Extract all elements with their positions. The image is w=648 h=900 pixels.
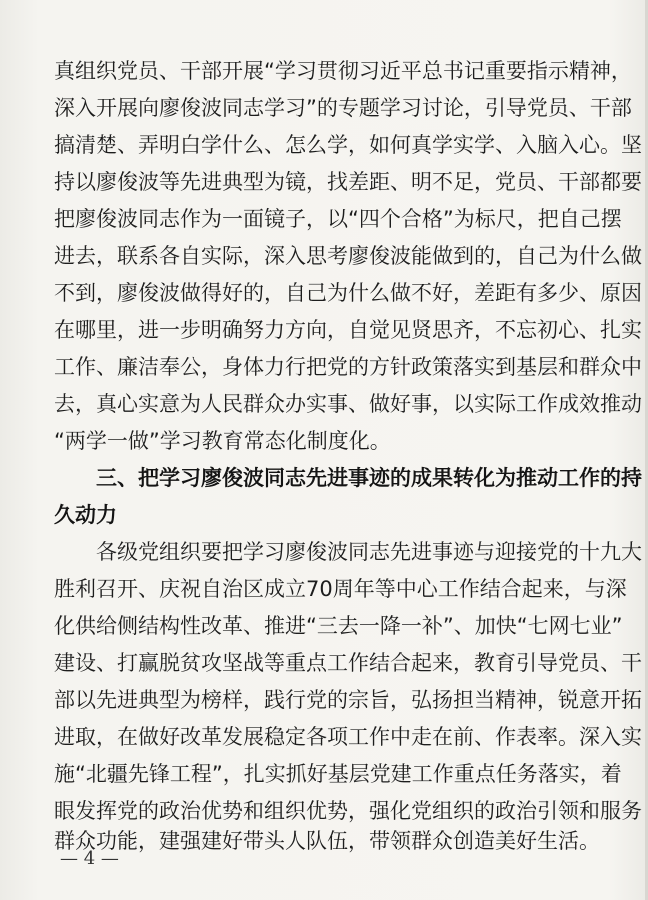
body-line: 不到，廖俊波做得好的，自己为什么做不好，差距有多少、原因 [54,281,642,305]
section-body-line: 眼发挥党的政治优势和组织优势，强化党组织的政治引领和服务 [54,799,642,823]
body-line: 真组织党员、干部开展“学习贯彻习近平总书记重要指示精神， [54,59,632,83]
body-line: “两学一做”学习教育常态化制度化。 [54,429,391,453]
section-body-line: 部以先进典型为榜样，践行党的宗旨，弘扬担当精神，锐意开拓 [54,688,642,712]
body-line: 把廖俊波同志作为一面镜子，以“四个合格”为标尺，把自己摆 [54,207,622,231]
body-line: 进去，联系各自实际，深入思考廖俊波能做到的，自己为什么做 [54,244,642,268]
section-body-line: 进取，在做好改革发展稳定各项工作中走在前、作表率。深入实 [54,725,642,749]
body-line: 搞清楚、弄明白学什么、怎么学，如何真学实学、入脑入心。坚 [54,133,642,157]
page-number: — 4 — [60,848,119,869]
body-line: 持以廖俊波等先进典型为镜，找差距、明不足，党员、干部都要 [54,170,642,194]
section-heading-line: 久动力 [54,503,117,527]
section-body-line: 群众功能，建强建好带头人队伍，带领群众创造美好生活。 [54,829,600,853]
section-body-line: 建设、打赢脱贫攻坚战等重点工作结合起来，教育引导党员、干 [54,651,642,675]
section-body-line: 施“北疆先锋工程”，扎实抓好基层党建工作重点任务落实，着 [54,762,622,786]
section-body-line: 胜利召开、庆祝自治区成立70周年等中心工作结合起来，与深 [54,577,627,601]
section-body-line: 化供给侧结构性改革、推进“三去一降一补”、加快“七网七业” [54,614,623,638]
body-line: 深入开展向廖俊波同志学习”的专题学习讨论，引导党员、干部 [54,96,632,120]
body-line: 去，真心实意为人民群众办实事、做好事，以实际工作成效推动 [54,392,642,416]
body-line: 在哪里，进一步明确努力方向，自觉见贤思齐，不忘初心、扎实 [54,318,642,342]
section-body-line: 各级党组织要把学习廖俊波同志先进事迹与迎接党的十九大 [96,540,642,564]
section-heading-line: 三、把学习廖俊波同志先进事迹的成果转化为推动工作的持 [96,466,642,490]
body-line: 工作、廉洁奉公，身体力行把党的方针政策落实到基层和群众中 [54,355,642,379]
